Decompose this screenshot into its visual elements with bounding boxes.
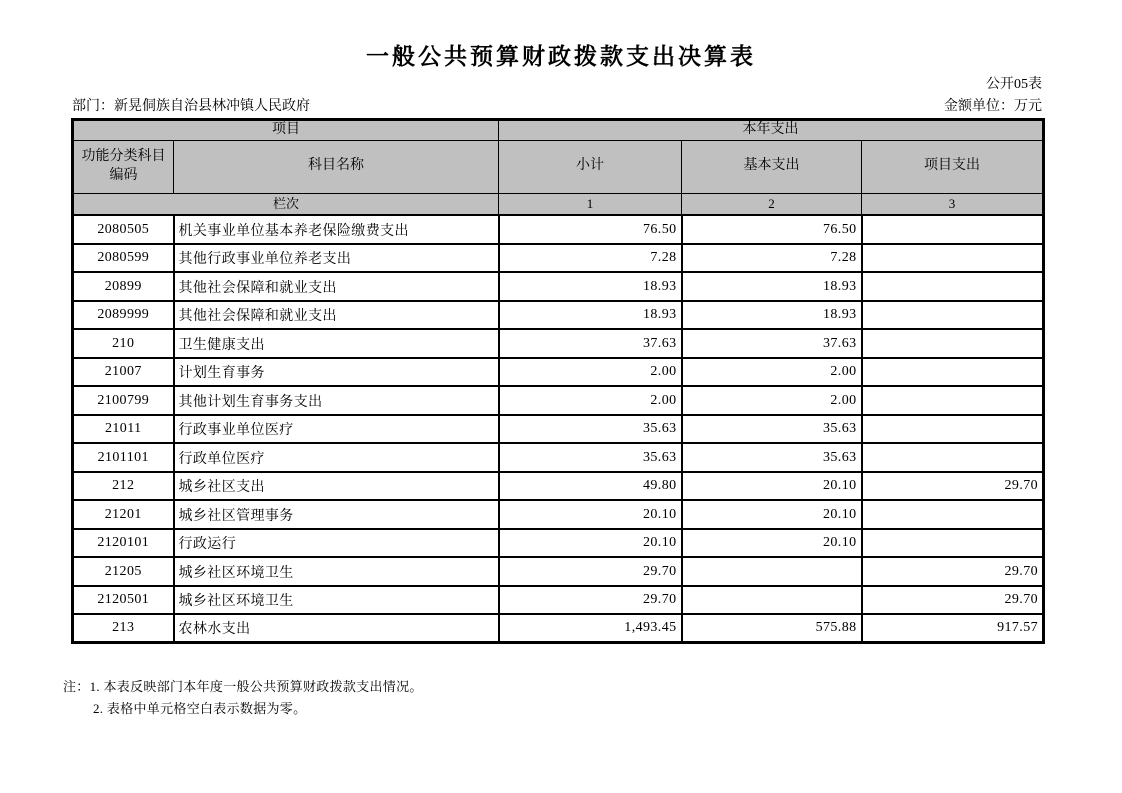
table-row <box>73 358 1044 387</box>
subtotal-cell: 18.93 <box>499 272 682 301</box>
subtotal-cell: 76.50 <box>499 215 682 244</box>
header-index-label: 栏次 <box>73 193 499 215</box>
subtotal-cell: 35.63 <box>499 443 682 472</box>
subtotal-cell: 49.80 <box>499 472 682 501</box>
table-row <box>73 244 1044 273</box>
project-cell <box>862 443 1044 472</box>
unit-label: 金额单位：万元 <box>944 99 1042 114</box>
code-cell: 213 <box>73 614 174 643</box>
name-cell: 行政运行 <box>174 529 499 558</box>
department-label: 部门：新晃侗族自治县林冲镇人民政府 <box>72 99 310 114</box>
project-cell <box>862 358 1044 387</box>
code-cell: 21007 <box>73 358 174 387</box>
name-cell: 行政事业单位医疗 <box>174 415 499 444</box>
project-cell: 29.70 <box>862 586 1044 615</box>
page-title: 一般公共预算财政拨款支出决算表 <box>366 44 756 69</box>
header-project-group: 项目 <box>73 120 499 141</box>
name-cell: 机关事业单位基本养老保险缴费支出 <box>174 215 499 244</box>
doc-number-label: 公开05表 <box>986 77 1042 92</box>
subtotal-cell: 37.63 <box>499 329 682 358</box>
name-cell: 城乡社区环境卫生 <box>174 586 499 615</box>
code-cell: 20899 <box>73 272 174 301</box>
subtotal-cell: 20.10 <box>499 500 682 529</box>
name-cell: 农林水支出 <box>174 614 499 643</box>
header-index-row <box>73 193 1044 215</box>
header-index-3: 3 <box>862 193 1044 215</box>
project-cell <box>862 500 1044 529</box>
subtotal-cell: 18.93 <box>499 301 682 330</box>
footnote-1: 注：1. 本表反映部门本年度一般公共预算财政拨款支出情况。 <box>63 679 423 694</box>
code-cell: 2120101 <box>73 529 174 558</box>
basic-cell: 18.93 <box>682 301 862 330</box>
table-row <box>73 529 1044 558</box>
code-cell: 212 <box>73 472 174 501</box>
name-cell: 其他社会保障和就业支出 <box>174 301 499 330</box>
table-row <box>73 586 1044 615</box>
table-row <box>73 329 1044 358</box>
header-group-row <box>73 120 1044 141</box>
basic-cell: 76.50 <box>682 215 862 244</box>
table-row <box>73 415 1044 444</box>
basic-cell: 18.93 <box>682 272 862 301</box>
code-cell: 21201 <box>73 500 174 529</box>
subtotal-cell: 7.28 <box>499 244 682 273</box>
header-columns-row <box>73 140 1044 193</box>
meta-row <box>72 95 1042 115</box>
code-cell: 21205 <box>73 557 174 586</box>
basic-cell: 7.28 <box>682 244 862 273</box>
name-cell: 城乡社区支出 <box>174 472 499 501</box>
project-cell: 29.70 <box>862 557 1044 586</box>
table-row <box>73 614 1044 643</box>
header-year-expenditure-group: 本年支出 <box>499 120 1044 141</box>
code-cell: 2100799 <box>73 386 174 415</box>
expenditure-table <box>71 118 1045 644</box>
project-cell <box>862 301 1044 330</box>
header-col-subtotal: 小计 <box>499 140 682 193</box>
project-cell <box>862 272 1044 301</box>
basic-cell: 2.00 <box>682 358 862 387</box>
header-index-2: 2 <box>682 193 862 215</box>
header-index-1: 1 <box>499 193 682 215</box>
code-cell: 2101101 <box>73 443 174 472</box>
table-row <box>73 215 1044 244</box>
basic-cell: 35.63 <box>682 443 862 472</box>
name-cell: 卫生健康支出 <box>174 329 499 358</box>
project-cell: 917.57 <box>862 614 1044 643</box>
name-cell: 其他行政事业单位养老支出 <box>174 244 499 273</box>
code-cell: 210 <box>73 329 174 358</box>
basic-cell: 20.10 <box>682 500 862 529</box>
basic-cell: 20.10 <box>682 529 862 558</box>
basic-cell <box>682 586 862 615</box>
project-cell <box>862 386 1044 415</box>
header-col-project: 项目支出 <box>862 140 1044 193</box>
table-row <box>73 386 1044 415</box>
table-header <box>73 120 1044 216</box>
name-cell: 其他计划生育事务支出 <box>174 386 499 415</box>
table-row <box>73 301 1044 330</box>
code-cell: 2089999 <box>73 301 174 330</box>
project-cell <box>862 529 1044 558</box>
basic-cell: 37.63 <box>682 329 862 358</box>
basic-cell: 35.63 <box>682 415 862 444</box>
subtotal-cell: 35.63 <box>499 415 682 444</box>
name-cell: 城乡社区环境卫生 <box>174 557 499 586</box>
subtotal-cell: 20.10 <box>499 529 682 558</box>
basic-cell: 2.00 <box>682 386 862 415</box>
footnote-2: 2. 表格中单元格空白表示数据为零。 <box>93 701 307 716</box>
basic-cell <box>682 557 862 586</box>
basic-cell: 20.10 <box>682 472 862 501</box>
header-col-name: 科目名称 <box>174 140 499 193</box>
subtotal-cell: 1,493.45 <box>499 614 682 643</box>
table-body <box>73 215 1044 643</box>
project-cell <box>862 329 1044 358</box>
table-row <box>73 557 1044 586</box>
header-col-basic: 基本支出 <box>682 140 862 193</box>
subtotal-cell: 2.00 <box>499 386 682 415</box>
project-cell <box>862 415 1044 444</box>
table-row <box>73 472 1044 501</box>
code-cell: 2080505 <box>73 215 174 244</box>
code-cell: 2120501 <box>73 586 174 615</box>
subtotal-cell: 2.00 <box>499 358 682 387</box>
subtotal-cell: 29.70 <box>499 586 682 615</box>
name-cell: 其他社会保障和就业支出 <box>174 272 499 301</box>
subtotal-cell: 29.70 <box>499 557 682 586</box>
basic-cell: 575.88 <box>682 614 862 643</box>
table-row <box>73 443 1044 472</box>
project-cell <box>862 244 1044 273</box>
table-row <box>73 500 1044 529</box>
name-cell: 行政单位医疗 <box>174 443 499 472</box>
project-cell <box>862 215 1044 244</box>
table-row <box>73 272 1044 301</box>
code-cell: 2080599 <box>73 244 174 273</box>
header-col-code: 功能分类科目编码 <box>73 140 174 193</box>
name-cell: 计划生育事务 <box>174 358 499 387</box>
name-cell: 城乡社区管理事务 <box>174 500 499 529</box>
project-cell: 29.70 <box>862 472 1044 501</box>
code-cell: 21011 <box>73 415 174 444</box>
